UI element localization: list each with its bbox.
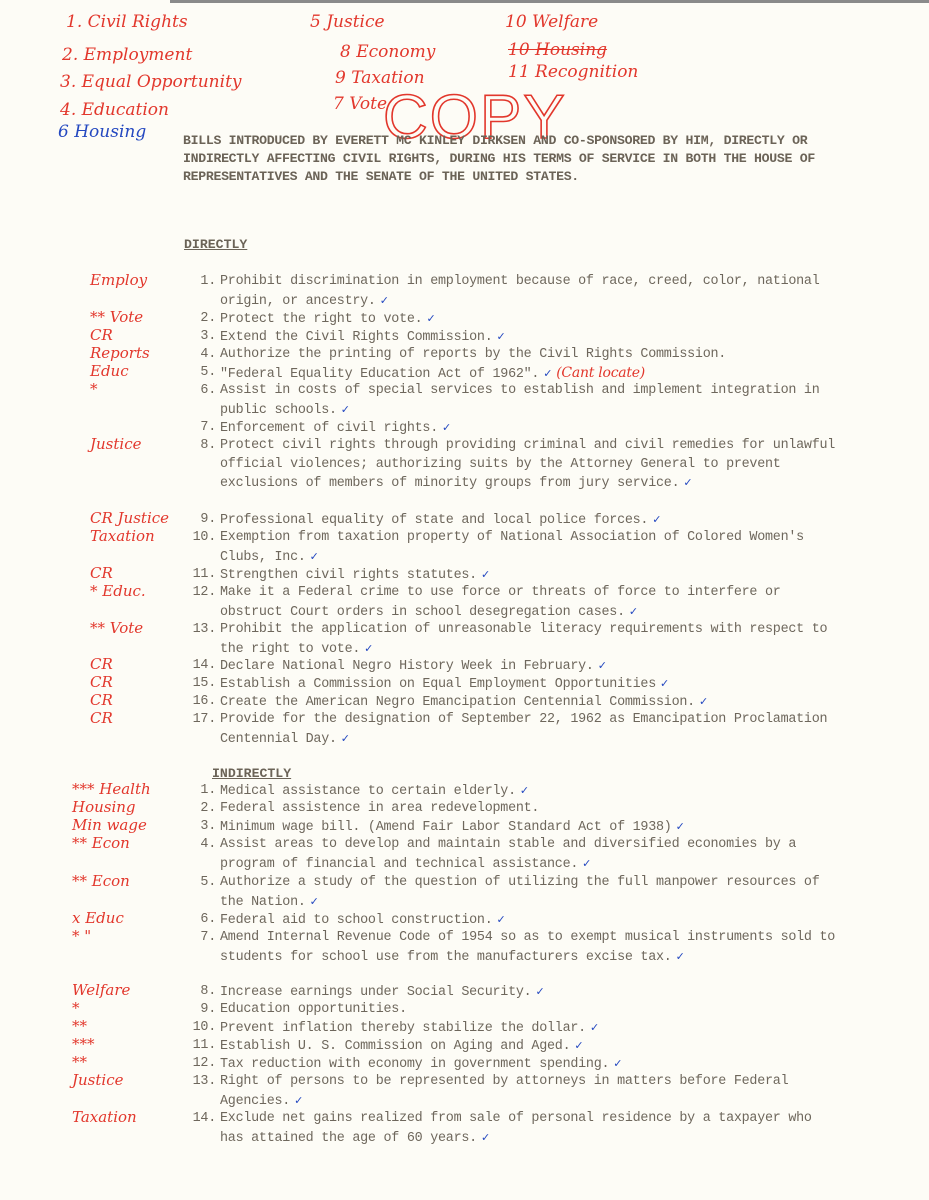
list-item (182, 1019, 842, 1039)
item-number: 3. (200, 819, 216, 834)
item-text-content: Increase earnings under Social Security. (220, 985, 532, 1000)
handwritten-category: 7 Vote (333, 94, 388, 114)
handwritten-side-note: (Cant locate) (556, 365, 646, 381)
list-item (182, 657, 842, 677)
item-text (220, 529, 842, 567)
item-number: 2. (200, 801, 216, 816)
checkmark-icon: ✓ (340, 731, 350, 745)
handwritten-margin-note: ** Vote (90, 308, 144, 326)
checkmark-icon: ✓ (426, 312, 436, 325)
item-text-content: Provide for the designation of September 22, 1962 as Emancipation Proclamation Centennial Day. (220, 712, 828, 747)
list-item (182, 782, 842, 802)
checkmark-icon: ✓ (519, 784, 529, 797)
handwritten-category: 2. Employment (62, 45, 193, 65)
handwritten-margin-note: Reports (90, 344, 150, 362)
section-heading-directly: DIRECTLY (184, 237, 248, 252)
item-text (220, 693, 842, 713)
checkmark-icon: ✓ (340, 402, 350, 416)
item-text (220, 1037, 842, 1057)
checkmark-icon: ✓ (496, 330, 506, 343)
list-item (182, 983, 842, 1003)
item-text-content: Extend the Civil Rights Commission. (220, 330, 493, 345)
item-text (220, 911, 842, 931)
handwritten-margin-note: ** (72, 1017, 87, 1035)
item-number: 5. (200, 875, 216, 890)
list-item (182, 874, 842, 912)
handwritten-margin-note: * (90, 380, 98, 398)
item-text-content: Protect the right to vote. (220, 312, 423, 327)
item-text (220, 782, 842, 802)
item-text-content: Professional equality of state and local police forces. (220, 513, 649, 528)
checkmark-icon: ✓ (589, 1021, 599, 1034)
checkmark-icon: ✓ (675, 949, 685, 963)
checkmark-icon: ✓ (660, 677, 669, 690)
handwritten-category: 4. Education (60, 100, 169, 120)
handwritten-margin-note: *** Health (72, 780, 151, 798)
item-text (220, 874, 842, 912)
list-item (182, 419, 842, 439)
item-number: 4. (200, 837, 216, 852)
item-number: 13. (192, 622, 216, 637)
handwritten-margin-note: Justice (90, 435, 142, 453)
handwritten-margin-note: Employ (90, 271, 148, 289)
handwritten-margin-note: CR Justice (90, 509, 170, 527)
item-text (220, 983, 842, 1003)
list-item (182, 437, 842, 494)
list-item (182, 675, 842, 695)
item-text-content: Assist areas to develop and maintain stable and diversified economies by a program of financial and technical assistance. (220, 837, 797, 872)
handwritten-category: 11 Recognition (508, 62, 639, 82)
list-item (182, 1037, 842, 1057)
checkmark-icon: ✓ (480, 568, 490, 581)
checkmark-icon: ✓ (582, 856, 592, 870)
handwritten-category: 5 Justice (310, 12, 385, 32)
item-text-content: Minimum wage bill. (Amend Fair Labor Standard Act of 1938) (220, 820, 672, 835)
checkmark-icon: ✓ (683, 476, 693, 489)
item-text (220, 929, 842, 967)
list-item (182, 566, 842, 586)
item-number: 13. (192, 1074, 216, 1089)
handwritten-margin-note: Housing (72, 798, 136, 816)
item-text (220, 800, 842, 819)
item-text (220, 437, 842, 494)
handwritten-margin-note: CR (90, 655, 113, 673)
checkmark-icon: ✓ (309, 894, 319, 908)
list-item (182, 511, 842, 531)
item-number: 12. (192, 585, 216, 600)
item-text-content: Right of persons to be represented by attorneys in matters before Federal Agencies. (220, 1074, 789, 1109)
item-text-content: Authorize a study of the question of utilizing the full manpower resources of the Nation. (220, 875, 820, 910)
item-number: 9. (200, 1002, 216, 1017)
checkmark-icon: ✓ (442, 421, 451, 434)
item-text (220, 836, 842, 874)
item-number: 14. (192, 1111, 216, 1126)
item-number: 3. (200, 329, 216, 344)
item-text (220, 346, 842, 365)
item-text-content: Make it a Federal crime to use force or threats of force to interfere or obstruct Court orders in school desegregation cases. (220, 585, 781, 620)
handwritten-margin-note: CR (90, 326, 113, 344)
item-number: 7. (200, 930, 216, 945)
item-text (220, 711, 842, 749)
handwritten-margin-note: * (72, 999, 80, 1017)
handwritten-margin-note: x Educ (72, 909, 124, 927)
item-number: 10. (192, 1020, 216, 1035)
checkmark-icon: ✓ (294, 1093, 304, 1107)
list-item (182, 1001, 842, 1020)
item-text (220, 621, 842, 659)
handwritten-margin-note: CR (90, 691, 113, 709)
handwritten-category: 1. Civil Rights (66, 12, 188, 32)
item-text-content: Assist in costs of special services to establish and implement integration in public schools. (220, 383, 820, 418)
checkmark-icon: ✓ (574, 1039, 584, 1052)
item-text (220, 1001, 842, 1020)
handwritten-margin-note: ** Vote (90, 619, 144, 637)
list-item (182, 1055, 842, 1075)
item-number: 14. (192, 658, 216, 673)
item-text-content: Strengthen civil rights statutes. (220, 568, 477, 583)
handwritten-margin-note: Min wage (72, 816, 147, 834)
item-number: 12. (192, 1056, 216, 1071)
item-text-content: Establish a Commission on Equal Employment Opportunities (220, 677, 656, 692)
item-number: 2. (200, 311, 216, 326)
item-number: 5. (200, 365, 216, 380)
checkmark-icon: ✓ (613, 1057, 623, 1070)
list-item (182, 836, 842, 874)
copy-stamp: COPY (383, 83, 567, 152)
list-item (182, 382, 842, 420)
item-text (220, 566, 842, 586)
item-text (220, 1055, 842, 1075)
checkmark-icon: ✓ (543, 367, 553, 380)
scan-border (170, 0, 929, 3)
item-text (220, 273, 842, 311)
item-text (220, 584, 842, 622)
handwritten-margin-note: Educ (90, 362, 129, 380)
item-number: 1. (200, 274, 216, 289)
item-text (220, 310, 842, 330)
item-text-content: Prevent inflation thereby stabilize the dollar. (220, 1021, 586, 1036)
item-text-content: Establish U. S. Commission on Aging and Aged. (220, 1039, 571, 1054)
item-text-content: Federal aid to school construction. (220, 913, 493, 928)
handwritten-margin-note: Taxation (72, 1108, 137, 1126)
item-text-content: Federal assistence in area redevelopment. (220, 801, 540, 816)
item-text (220, 382, 842, 420)
handwritten-category: 9 Taxation (335, 68, 425, 88)
handwritten-category: 3. Equal Opportunity (60, 72, 242, 92)
handwritten-category: 6 Housing (58, 122, 147, 142)
handwritten-margin-note: *** (72, 1035, 95, 1053)
list-item (182, 310, 842, 330)
item-text-content: Prohibit discrimination in employment because of race, creed, color, national origin, or ancestry. (220, 274, 820, 309)
item-text-content: Prohibit the application of unreasonable literacy requirements with respect to the right to vote. (220, 622, 828, 657)
item-text (220, 419, 842, 439)
list-item (182, 818, 842, 838)
list-item (182, 621, 842, 659)
checkmark-icon: ✓ (535, 985, 545, 998)
checkmark-icon: ✓ (309, 549, 319, 563)
item-text (220, 1073, 842, 1111)
section-heading-indirectly: INDIRECTLY (212, 766, 292, 781)
item-text-content: Enforcement of civil rights. (220, 421, 438, 436)
item-number: 11. (192, 567, 216, 582)
item-text-content: Education opportunities. (220, 1002, 407, 1017)
handwritten-category: 10 Housing (508, 40, 608, 60)
handwritten-margin-note: CR (90, 709, 113, 727)
checkmark-icon: ✓ (698, 695, 708, 708)
item-number: 11. (192, 1038, 216, 1053)
item-text (220, 1019, 842, 1039)
item-text (220, 1110, 842, 1148)
item-text (220, 657, 842, 677)
handwritten-margin-note: Justice (72, 1071, 124, 1089)
item-number: 16. (192, 694, 216, 709)
list-item (182, 711, 842, 749)
checkmark-icon: ✓ (597, 659, 607, 672)
item-text-content: Create the American Negro Emancipation Centennial Commission. (220, 695, 695, 710)
list-item (182, 529, 842, 567)
handwritten-category: 8 Economy (340, 42, 436, 62)
item-text (220, 675, 842, 695)
checkmark-icon: ✓ (364, 641, 374, 655)
checkmark-icon: ✓ (675, 820, 685, 833)
item-text-content: Protect civil rights through providing criminal and civil remedies for unlawful official violences; authorizing suits by the Attorney General to prevent exclusions of members of minority groups from jury service. (220, 438, 836, 491)
item-number: 10. (192, 530, 216, 545)
item-number: 9. (200, 512, 216, 527)
list-item (182, 273, 842, 311)
item-number: 1. (200, 783, 216, 798)
list-item (182, 328, 842, 348)
list-item (182, 1073, 842, 1111)
list-item (182, 1110, 842, 1148)
list-item (182, 693, 842, 713)
checkmark-icon: ✓ (628, 604, 638, 618)
handwritten-margin-note: CR (90, 673, 113, 691)
item-text-content: Medical assistance to certain elderly. (220, 784, 516, 799)
list-item (182, 584, 842, 622)
list-item (182, 929, 842, 967)
handwritten-margin-note: * Educ. (90, 582, 146, 600)
list-item (182, 911, 842, 931)
item-number: 17. (192, 712, 216, 727)
item-text-content: "Federal Equality Education Act of 1962". (220, 367, 540, 382)
item-text-content: Exemption from taxation property of National Association of Colored Women's Clubs, Inc. (220, 530, 804, 565)
item-number: 6. (200, 912, 216, 927)
handwritten-margin-note: ** Econ (72, 834, 130, 852)
document-title: BILLS INTRODUCED BY EVERETT MC KINLEY DIRKSEN AND CO-SPONSORED BY HIM, DIRECTLY OR INDIRECTLY AFFECTING CIVIL RIGHTS, DURING HIS TERMS OF SERVICE IN BOTH THE HOUSE OF REPRESENTATIVES AND THE SENATE OF THE UNITED STATES. (183, 133, 815, 184)
item-text (220, 818, 842, 838)
list-item (182, 346, 842, 365)
item-text-content: Authorize the printing of reports by the Civil Rights Commission. (220, 347, 727, 362)
list-item (182, 800, 842, 819)
checkmark-icon: ✓ (652, 513, 662, 526)
handwritten-margin-note: Welfare (72, 981, 131, 999)
item-text (220, 511, 842, 531)
item-text-content: Tax reduction with economy in government spending. (220, 1057, 610, 1072)
item-text-content: Declare National Negro History Week in February. (220, 659, 594, 674)
item-number: 15. (192, 676, 216, 691)
handwritten-margin-note: ** (72, 1053, 87, 1071)
checkmark-icon: ✓ (480, 1130, 490, 1144)
handwritten-margin-note: * " (72, 927, 92, 945)
checkmark-icon: ✓ (496, 913, 506, 926)
item-number: 8. (200, 438, 216, 453)
handwritten-margin-note: CR (90, 564, 113, 582)
item-number: 8. (200, 984, 216, 999)
item-number: 6. (200, 383, 216, 398)
item-text-content: Amend Internal Revenue Code of 1954 so as to exempt musical instruments sold to students for school use from the manufacturers excise tax. (220, 930, 836, 965)
handwritten-margin-note: ** Econ (72, 872, 130, 890)
item-text (220, 328, 842, 348)
handwritten-category: 10 Welfare (505, 12, 599, 32)
item-number: 4. (200, 347, 216, 362)
item-text-content: Exclude net gains realized from sale of personal residence by a taxpayer who has attained the age of 60 years. (220, 1111, 812, 1146)
handwritten-margin-note: Taxation (90, 527, 155, 545)
item-number: 7. (200, 420, 216, 435)
checkmark-icon: ✓ (379, 293, 389, 307)
